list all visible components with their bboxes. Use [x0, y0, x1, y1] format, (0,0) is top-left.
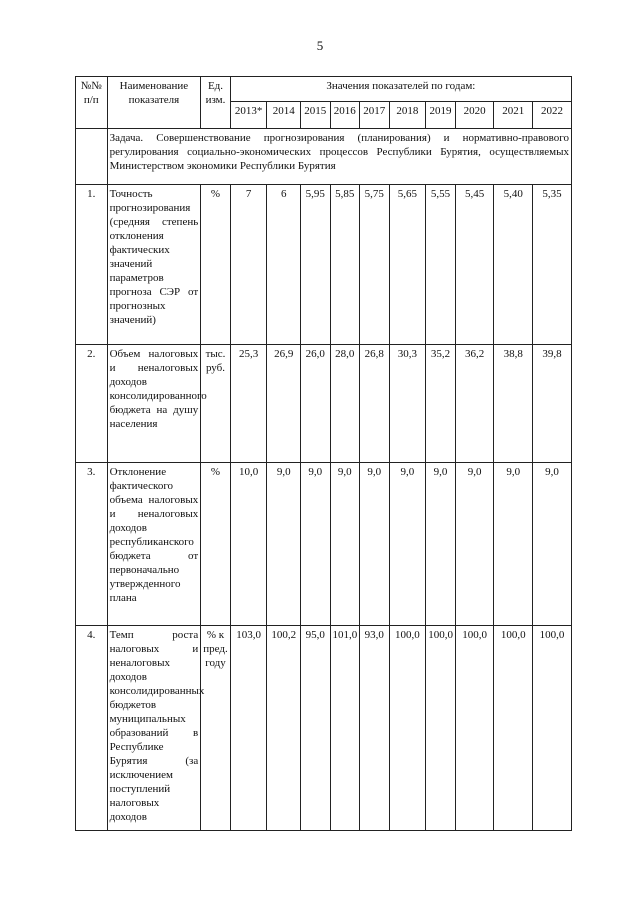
- row-name: Темп роста налоговых и неналоговых доходов консолидированных бюджетов муниципальных образований в Республике Бурятия (за исключением поступлений налоговых доходов: [107, 626, 201, 831]
- page-number: 5: [316, 38, 324, 53]
- year-cell: 2019: [426, 102, 456, 129]
- year-cell: 2020: [455, 102, 494, 129]
- row-value: 9,0: [330, 463, 360, 626]
- row-value: 5,40: [494, 185, 533, 345]
- header-row: [76, 77, 572, 102]
- row-value: 35,2: [426, 345, 456, 463]
- row-value: 5,55: [426, 185, 456, 345]
- row-value: 95,0: [301, 626, 331, 831]
- year-cell: 2015: [301, 102, 331, 129]
- row-value: 6: [267, 185, 301, 345]
- year-cell: 2013*: [230, 102, 267, 129]
- indicators-table: [75, 76, 572, 831]
- task-row: [76, 129, 572, 185]
- row-value: 100,0: [494, 626, 533, 831]
- row-value: 100,0: [455, 626, 494, 831]
- row-value: 9,0: [455, 463, 494, 626]
- year-cell: 2022: [533, 102, 572, 129]
- row-unit: %: [201, 463, 231, 626]
- row-value: 28,0: [330, 345, 360, 463]
- table-row: [76, 463, 572, 626]
- row-num: 3.: [76, 463, 108, 626]
- row-value: 26,8: [360, 345, 390, 463]
- row-name: Отклонение фактического объема налоговых и неналоговых доходов республиканского бюджета от первоначально утвержденного плана: [107, 463, 201, 626]
- header-num: №№ п/п: [76, 77, 108, 129]
- row-value: 26,9: [267, 345, 301, 463]
- row-value: 5,85: [330, 185, 360, 345]
- row-value: 100,0: [389, 626, 426, 831]
- row-value: 9,0: [533, 463, 572, 626]
- header-name: Наименование показателя: [107, 77, 201, 129]
- row-value: 9,0: [301, 463, 331, 626]
- task-text: Задача. Совершенствование прогнозирования (планирования) и нормативно-правового регулирования социально-экономических процессов Республики Бурятия, осуществляемых Министерством экономики Республики Бурятия: [107, 129, 571, 185]
- row-unit: %: [201, 185, 231, 345]
- header-values: Значения показателей по годам:: [230, 77, 571, 102]
- row-value: 9,0: [426, 463, 456, 626]
- row-value: 5,45: [455, 185, 494, 345]
- header-unit: Ед. изм.: [201, 77, 231, 129]
- row-value: 103,0: [230, 626, 267, 831]
- row-value: 5,75: [360, 185, 390, 345]
- row-value: 9,0: [267, 463, 301, 626]
- row-value: 101,0: [330, 626, 360, 831]
- year-cell: 2016: [330, 102, 360, 129]
- year-cell: 2021: [494, 102, 533, 129]
- row-name: Объем налоговых и неналоговых доходов консолидированного бюджета на душу населения: [107, 345, 201, 463]
- year-cell: 2018: [389, 102, 426, 129]
- row-value: 5,35: [533, 185, 572, 345]
- row-name: Точность прогнозирования (средняя степень отклонения фактических значений параметров прогноза СЭР от прогнозных значений): [107, 185, 201, 345]
- row-value: 9,0: [360, 463, 390, 626]
- row-unit: % к пред. году: [201, 626, 231, 831]
- row-value: 30,3: [389, 345, 426, 463]
- year-cell: 2017: [360, 102, 390, 129]
- row-num: 1.: [76, 185, 108, 345]
- row-value: 5,95: [301, 185, 331, 345]
- row-value: 7: [230, 185, 267, 345]
- row-value: 26,0: [301, 345, 331, 463]
- row-value: 9,0: [389, 463, 426, 626]
- row-value: 39,8: [533, 345, 572, 463]
- row-unit: тыс. руб.: [201, 345, 231, 463]
- row-value: 5,65: [389, 185, 426, 345]
- row-value: 36,2: [455, 345, 494, 463]
- table-row: [76, 345, 572, 463]
- year-cell: 2014: [267, 102, 301, 129]
- row-value: 100,2: [267, 626, 301, 831]
- row-value: 38,8: [494, 345, 533, 463]
- row-num: 2.: [76, 345, 108, 463]
- row-value: 93,0: [360, 626, 390, 831]
- table-row: [76, 185, 572, 345]
- task-num-cell: [76, 129, 108, 185]
- row-value: 10,0: [230, 463, 267, 626]
- row-value: 100,0: [533, 626, 572, 831]
- row-num: 4.: [76, 626, 108, 831]
- table-row: [76, 626, 572, 831]
- row-value: 25,3: [230, 345, 267, 463]
- row-value: 100,0: [426, 626, 456, 831]
- row-value: 9,0: [494, 463, 533, 626]
